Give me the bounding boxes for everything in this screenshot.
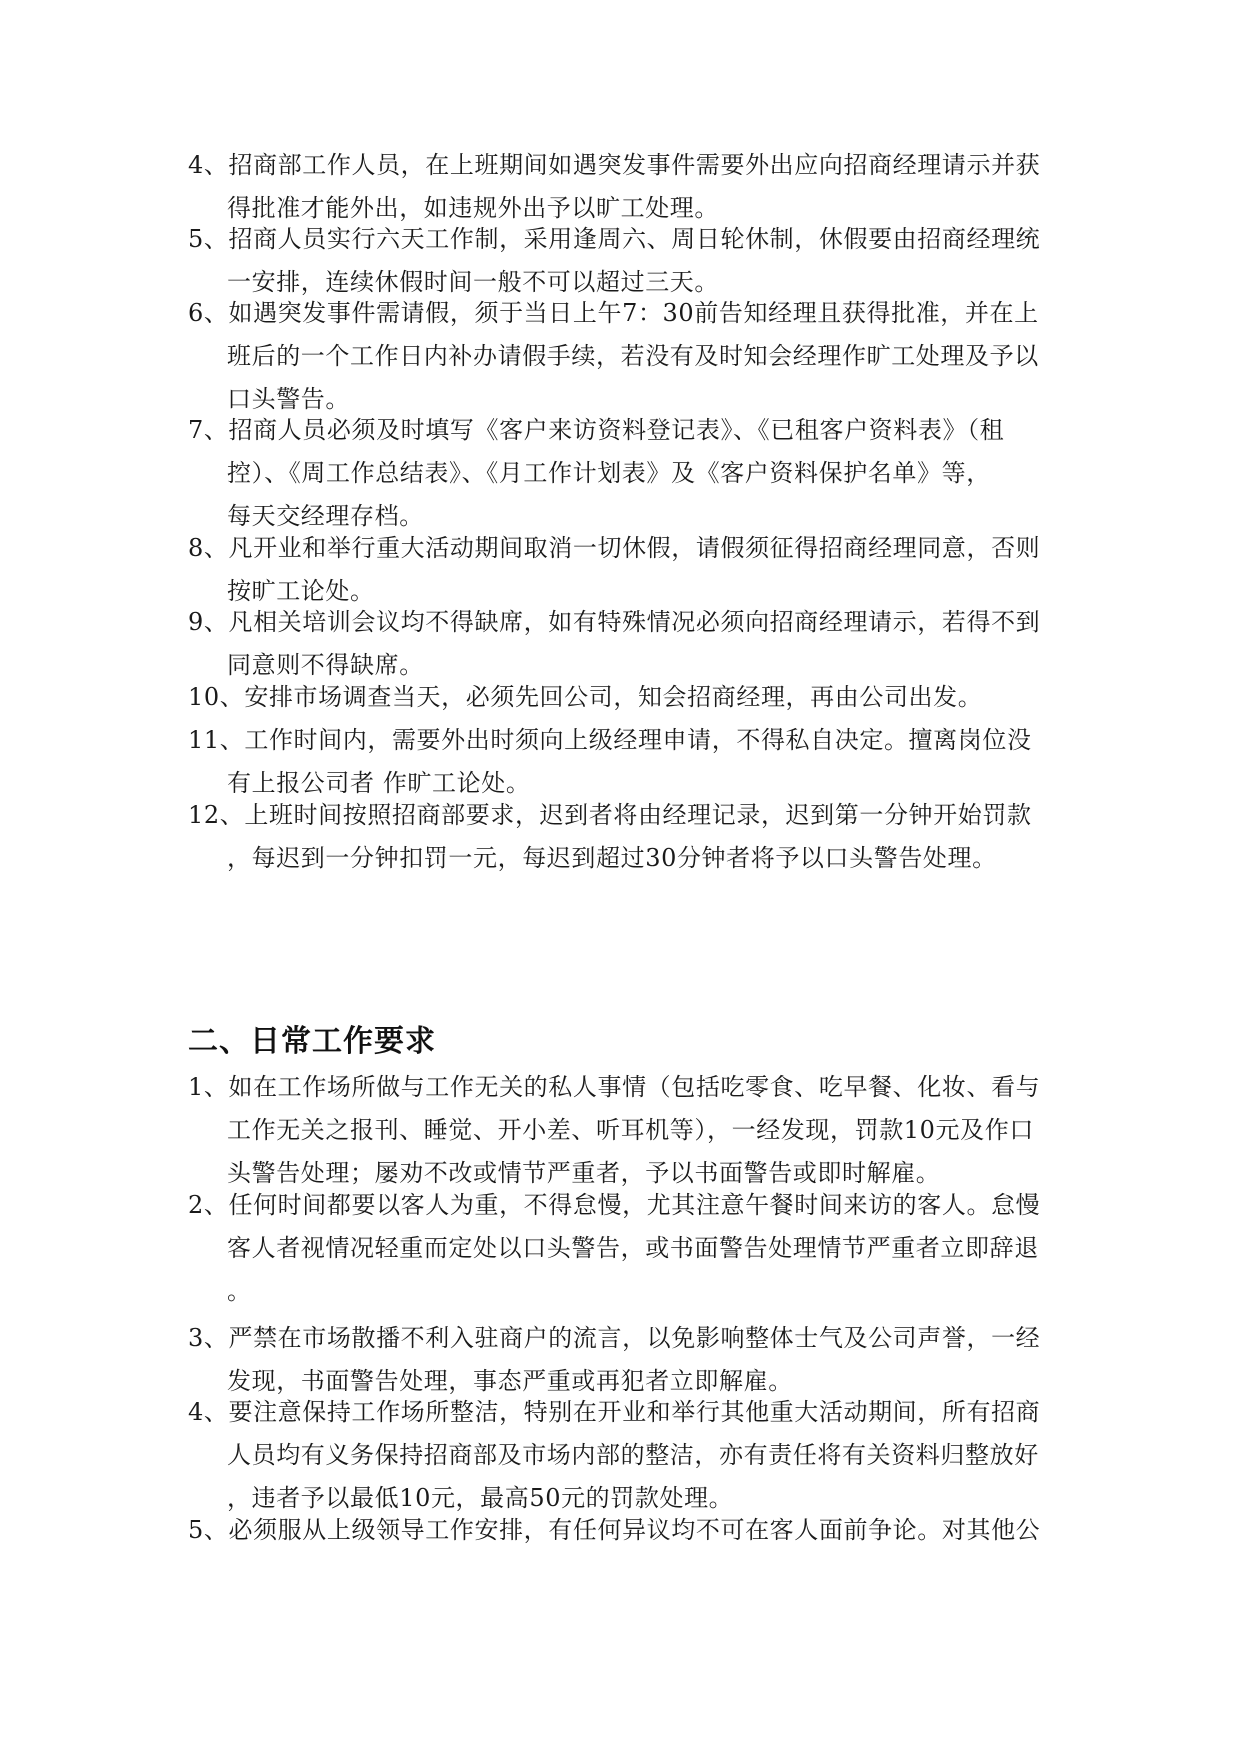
item-text: 每天交经理存档。 [227,502,424,530]
item-text: 客人者视情况轻重而定处以口头警告，或书面警告处理情节严重者立即辞退 [227,1234,1039,1262]
item-text: 如遇突发事件需请假，须于当日上午7：30前告知经理且获得批准，并在上 [228,299,1039,327]
requirement-item-5 [188,1509,1058,1552]
item-text: ，违者予以最低10元，最高50元的罚款处理。 [227,1484,734,1512]
rule-item-12 [188,794,1058,880]
item-text: 口头警告。 [227,385,350,413]
item-text: 安排市场调查当天，必须先回公司，知会招商经理，再由公司出发。 [244,683,983,711]
item-number: 8、 [188,534,229,562]
requirement-item-1 [188,1066,1058,1195]
item-text: 必须服从上级领导工作安排，有任何异议均不可在客人面前争论。对其他公 [228,1516,1041,1544]
item-text: 工作时间内，需要外出时须向上级经理申请，不得私自决定。擅离岗位没 [244,726,1032,754]
item-number: 11、 [188,726,245,754]
item-number: 5、 [188,225,229,253]
item-text: 得批准才能外出，如违规外出予以旷工处理。 [227,194,719,222]
item-text: 发现，书面警告处理，事态严重或再犯者立即解雇。 [227,1367,793,1395]
item-text: 按旷工论处。 [227,577,375,605]
item-number: 6、 [188,299,229,327]
item-text: ，每迟到一分钟扣罚一元，每迟到超过30分钟者将予以口头警告处理。 [227,844,997,872]
item-text: 工作无关之报刊、睡觉、开小差、听耳机等），一经发现，罚款10元及作口 [227,1116,1034,1144]
item-number: 4、 [188,1398,229,1426]
rule-item-7 [188,409,1058,538]
rule-item-11 [188,719,1058,805]
item-text: 一安排，连续休假时间一般不可以超过三天。 [227,268,719,296]
item-text: 招商人员必须及时填写《客户来访资料登记表》、《已租客户资料表》（租 [228,416,1005,444]
rule-item-9 [188,601,1058,687]
item-number: 5、 [188,1516,229,1544]
rule-item-6 [188,292,1058,421]
item-text: 上班时间按照招商部要求，迟到者将由经理记录，迟到第一分钟开始罚款 [244,801,1032,829]
item-text: 招商人员实行六天工作制，采用逢周六、周日轮休制，休假要由招商经理统 [228,225,1041,253]
item-text: 要注意保持工作场所整洁，特别在开业和举行其他重大活动期间，所有招商 [228,1398,1041,1426]
section-heading: 二、日常工作要求 [188,1024,436,1059]
item-number: 1、 [188,1073,229,1101]
item-text: 头警告处理；屡劝不改或情节严重者，予以书面警告或即时解雇。 [227,1159,941,1187]
item-text: 。 [227,1277,252,1305]
item-number: 4、 [188,151,229,179]
item-number: 10、 [188,683,245,711]
item-text: 凡相关培训会议均不得缺席，如有特殊情况必须向招商经理请示，若得不到 [228,608,1041,636]
item-number: 9、 [188,608,229,636]
requirement-item-2 [188,1184,1058,1313]
item-number: 7、 [188,416,229,444]
rule-item-10 [188,676,1058,719]
item-text: 如在工作场所做与工作无关的私人事情（包括吃零食、吃早餐、化妆、看与 [228,1073,1041,1101]
item-text: 严禁在市场散播不利入驻商户的流言，以免影响整体士气及公司声誉，一经 [228,1324,1041,1352]
item-text: 同意则不得缺席。 [227,651,424,679]
item-number: 3、 [188,1324,229,1352]
item-text: 招商部工作人员，在上班期间如遇突发事件需要外出应向招商经理请示并获 [228,151,1041,179]
item-text: 凡开业和举行重大活动期间取消一切休假，请假须征得招商经理同意，否则 [228,534,1041,562]
item-text: 班后的一个工作日内补办请假手续，若没有及时知会经理作旷工处理及予以 [227,342,1039,370]
item-number: 2、 [188,1191,229,1219]
item-text: 任何时间都要以客人为重，不得怠慢，尤其注意午餐时间来访的客人。怠慢 [228,1191,1041,1219]
item-text: 有上报公司者 作旷工论处。 [227,769,531,797]
item-text: 人员均有义务保持招商部及市场内部的整洁，亦有责任将有关资料归整放好 [227,1441,1039,1469]
item-number: 12、 [188,801,245,829]
requirement-item-4 [188,1391,1058,1520]
item-text: 控）、《周工作总结表》、《月工作计划表》及《客户资料保护名单》等， [227,459,991,487]
